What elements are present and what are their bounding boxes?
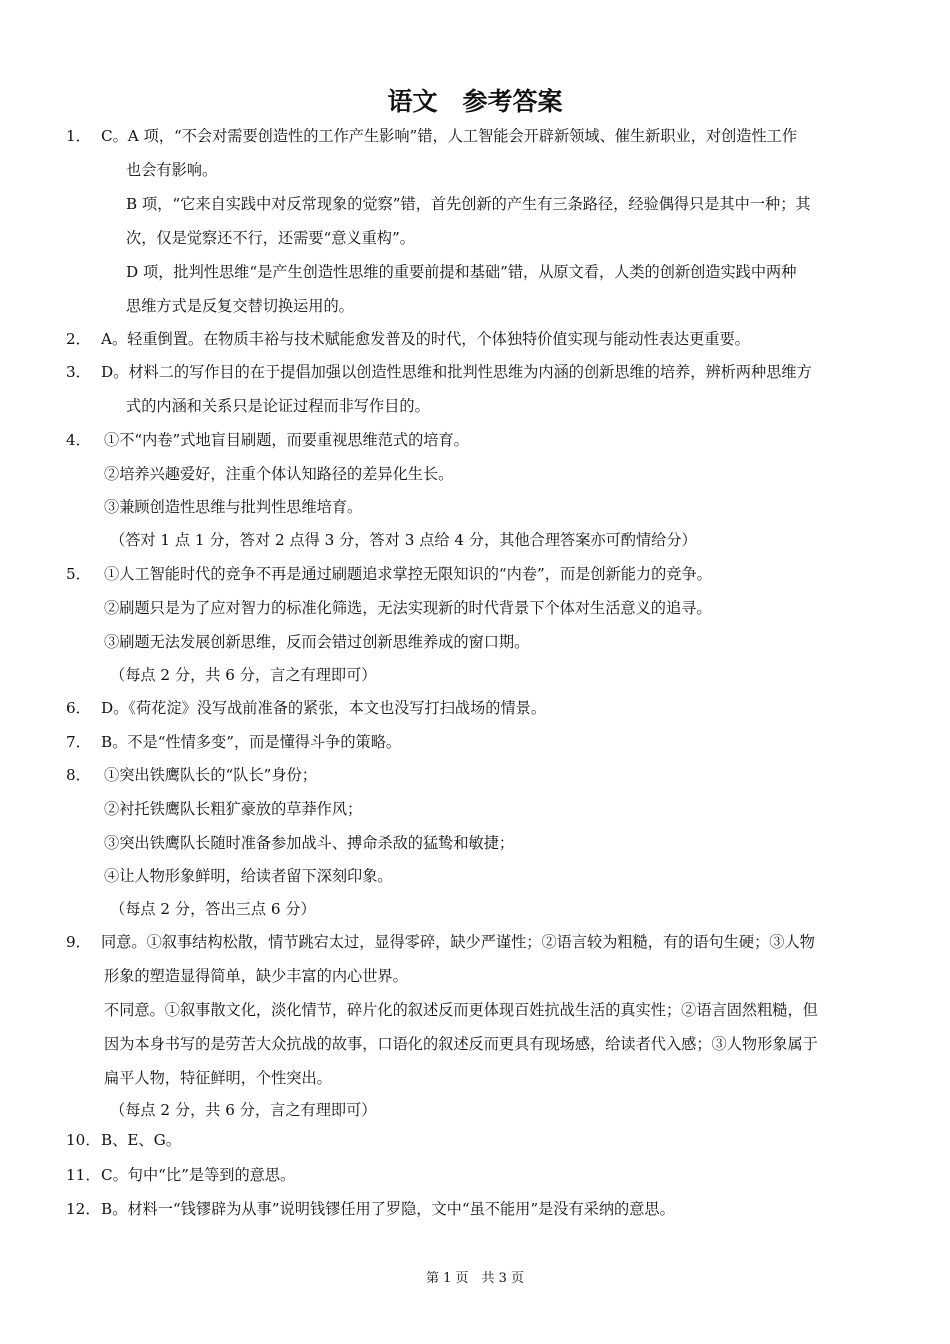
answer-number: 2． [66,330,91,348]
answer-number: 11． [66,1166,101,1184]
answer-number: 6． [66,699,91,717]
answer-line: ④让人物形象鲜明，给读者留下深刻印象。 [104,867,393,885]
answer-number: 7． [66,733,91,751]
answer-line: （答对 1 点 1 分，答对 2 点得 3 分，答对 3 点给 4 分，其他合理答案亦可酌情给分） [110,531,697,549]
answer-number: 10． [66,1131,101,1149]
answer-line: 不同意。①叙事散文化，淡化情节，碎片化的叙述反而更体现百姓抗战生活的真实性；②语言固然粗糙，但 [104,1001,818,1019]
answer-line: 同意。①叙事结构松散，情节跳宕太过，显得零碎，缺少严谨性；②语言较为粗糙，有的语句生硬；③人物 [101,933,815,951]
answer-line: C。A 项，“不会对需要创造性的工作产生影响”错，人工智能会开辟新领域、催生新职业，对创造性工作 [101,127,798,145]
answer-line: 也会有影响。 [126,161,218,179]
answer-line: A。轻重倒置。在物质丰裕与技术赋能愈发普及的时代，个体独特价值实现与能动性表达更重要。 [101,330,750,348]
answer-line: D 项，批判性思维“是产生创造性思维的重要前提和基础”错，从原文看，人类的创新创造实践中两种 [126,263,797,281]
answer-line: ①突出铁鹰队长的“队长”身份； [104,766,317,784]
answer-line: 扁平人物，特征鲜明，个性突出。 [104,1069,332,1087]
answer-line: ①不“内卷”式地盲目刷题，而要重视思维范式的培育。 [104,431,469,449]
answer-line: 因为本身书写的是劳苦大众抗战的故事，口语化的叙述反而更具有现场感，给读者代入感；③人物形象属于 [104,1035,818,1053]
answer-line: B 项，“它来自实践中对反常现象的觉察”错，首先创新的产生有三条路径，经验偶得只是其中一种；其 [126,195,811,213]
answer-line: 思维方式是反复交替切换运用的。 [126,297,354,315]
answer-line: 次，仅是觉察还不行，还需要“意义重构”。 [126,229,415,247]
answer-line: B。材料一“钱镠辟为从事”说明钱镠任用了罗隐，文中“虽不能用”是没有采纳的意思。 [101,1200,675,1218]
answer-number: 8． [66,766,91,784]
answer-line: ③刷题无法发展创新思维，反而会错过创新思维养成的窗口期。 [104,633,530,651]
answer-line: ②衬托铁鹰队长粗犷豪放的草莽作风； [104,800,363,818]
answer-number: 1． [66,127,91,145]
answer-line: ③突出铁鹰队长随时准备参加战斗、搏命杀敌的猛鸷和敏捷； [104,834,515,852]
answer-line: B、E、G。 [101,1131,181,1149]
answer-number: 5． [66,565,91,583]
answer-number: 4． [66,431,91,449]
answer-line: ③兼顾创造性思维与批判性思维培育。 [104,498,363,516]
answer-line: B。不是“性情多变”，而是懂得斗争的策略。 [101,733,402,751]
answer-line: ②刷题只是为了应对智力的标准化筛选，无法实现新的时代背景下个体对生活意义的追寻。 [104,599,712,617]
answer-line: ①人工智能时代的竞争不再是通过刷题追求掌控无限知识的“内卷”，而是创新能力的竞争。 [104,565,712,583]
answer-line: ②培养兴趣爱好，注重个体认知路径的差异化生长。 [104,465,454,483]
answer-line: D。材料二的写作目的在于提倡加强以创造性思维和批判性思维为内涵的创新思维的培养，辨析两种思维方 [101,363,812,381]
answer-line: （每点 2 分，共 6 分，言之有理即可） [110,1101,377,1119]
answer-number: 9． [66,933,91,951]
answer-line: D。《荷花淀》没写战前准备的紧张，本文也没写打扫战场的情景。 [101,699,547,717]
answer-line: C。句中“比”是等到的意思。 [101,1166,296,1184]
answer-line: 式的内涵和关系只是论证过程而非写作目的。 [126,397,430,415]
page-footer: 第 1 页 共 3 页 [425,1271,525,1286]
answer-line: （每点 2 分，答出三点 6 分） [110,900,316,918]
answer-number: 12． [66,1200,101,1218]
answer-number: 3． [66,363,91,381]
answer-line: 形象的塑造显得简单，缺少丰富的内心世界。 [104,967,408,985]
page-title: 语文 参考答案 [387,87,563,116]
answer-line: （每点 2 分，共 6 分，言之有理即可） [110,666,377,684]
